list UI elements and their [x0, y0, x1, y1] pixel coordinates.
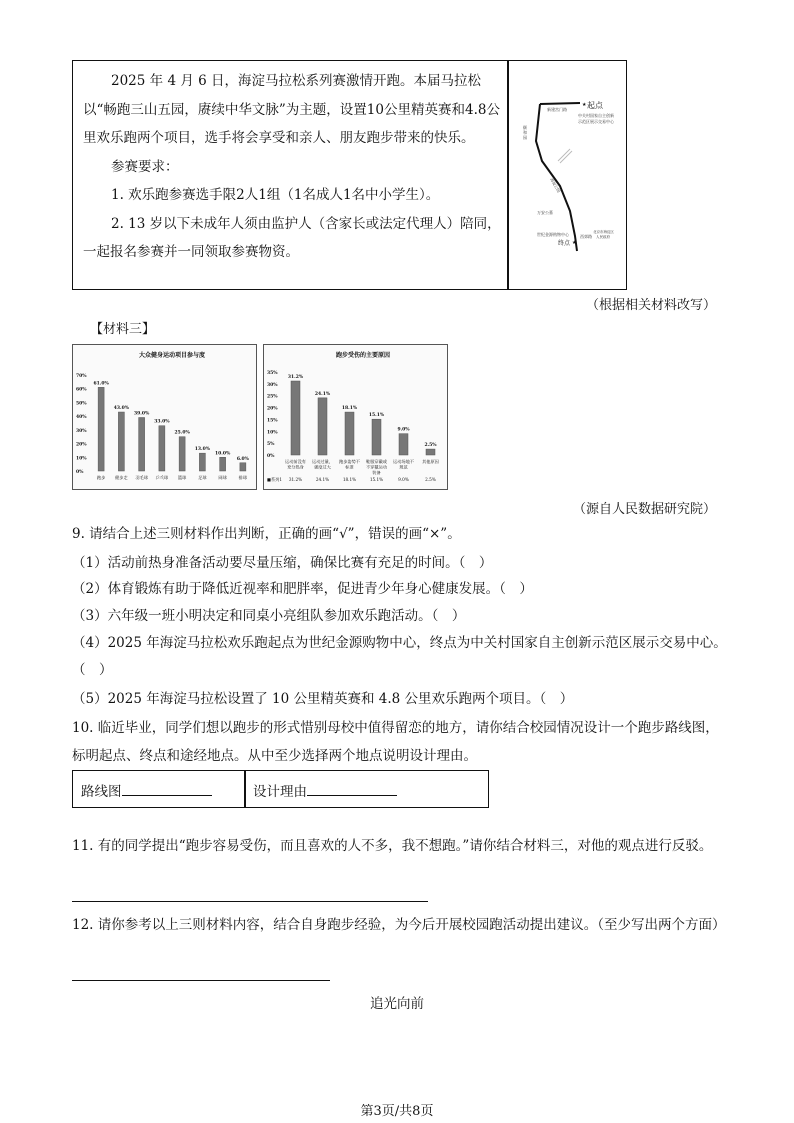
svg-text:15.1%: 15.1% [369, 477, 384, 482]
question-9-item-5: （5）2025 年海淀马拉松设置了 10 公里精英赛和 4.8 公里欢乐跑两个项目。（ ） [72, 691, 574, 707]
svg-text:北京市海淀区: 北京市海淀区 [593, 230, 614, 234]
chart-title: 大众健身运动项目参与度 [138, 352, 206, 359]
svg-text:健步走: 健步走 [115, 475, 128, 480]
svg-text:30%: 30% [76, 428, 87, 434]
section-title: 追光向前 [370, 996, 424, 1012]
svg-text:人民政府: 人民政府 [596, 235, 610, 239]
svg-text:5%: 5% [267, 442, 275, 448]
svg-text:乒乓球: 乒乓球 [155, 475, 169, 480]
svg-text:装备: 装备 [372, 470, 381, 475]
question-9-item-1: （1）活动前热身准备活动要尽量压缩，确保比赛有充足的时间。（ ） [72, 555, 493, 571]
chart-bar [372, 419, 381, 455]
svg-text:运动场地不: 运动场地不 [393, 459, 414, 464]
svg-text:10.0%: 10.0% [215, 451, 231, 457]
table-divider [244, 771, 246, 807]
svg-text:33.0%: 33.0% [154, 419, 170, 425]
svg-text:规范: 规范 [399, 464, 408, 470]
chart-bar [220, 457, 226, 471]
chart-bar [118, 412, 124, 471]
svg-text:13.0%: 13.0% [194, 447, 210, 453]
svg-text:2.5%: 2.5% [425, 477, 436, 482]
svg-text:24.1%: 24.1% [315, 477, 330, 482]
material-three-source: （源自人民数据研究院） [572, 502, 716, 517]
svg-text:6.0%: 6.0% [236, 456, 249, 462]
svg-text:0%: 0% [76, 470, 84, 475]
intro-paragraph: 2025 年 4 月 6 日，海淀马拉松系列赛激情开跑。本届马拉松以“畅跑三山五园，赓续中华文脉”为主题，设置10公里精英赛和4.8公里欢乐跑两个项目，选手将会享受和亲人、朋友跑步带来的快乐。 [83, 73, 500, 146]
svg-text:■系列1: ■系列1 [267, 477, 282, 482]
chart-title: 跑步受伤的主要原因 [335, 352, 391, 359]
svg-text:颐: 颐 [523, 125, 527, 130]
svg-text:20%: 20% [267, 406, 278, 412]
svg-text:篮球: 篮球 [177, 475, 187, 480]
material-two-text [83, 67, 503, 267]
chart-bar [345, 412, 354, 455]
svg-text:跑步: 跑步 [96, 475, 106, 480]
chart-bar [98, 387, 104, 471]
chart-bar [139, 418, 145, 471]
svg-text:31.2%: 31.2% [288, 477, 303, 482]
svg-text:18.1%: 18.1% [342, 477, 357, 482]
svg-text:9.0%: 9.0% [397, 427, 410, 433]
svg-text:运动过量，: 运动过量， [312, 459, 333, 464]
svg-text:9.0%: 9.0% [398, 477, 409, 482]
svg-text:24.1%: 24.1% [314, 391, 331, 397]
route-map-blank[interactable] [122, 781, 212, 796]
chart-running-injury-causes [263, 344, 448, 490]
question-11-answer-line[interactable] [72, 901, 428, 902]
question-9-stem: 9. 请结合上述三则材料作出判断，正确的画“√”，错误的画“×”。 [72, 526, 461, 542]
svg-text:跑步姿势不: 跑步姿势不 [339, 459, 360, 464]
svg-text:50%: 50% [76, 401, 87, 407]
svg-text:其他原因: 其他原因 [422, 459, 439, 464]
material-two-box [72, 60, 627, 290]
svg-text:新建宫门路: 新建宫门路 [547, 107, 567, 112]
svg-text:0%: 0% [267, 454, 275, 459]
svg-text:10%: 10% [76, 456, 87, 462]
design-reason-label: 设计理由 [253, 784, 307, 800]
svg-text:排球: 排球 [238, 475, 248, 480]
svg-text:万安公墓: 万安公墓 [537, 210, 553, 215]
question-9-item-2: （2）体育锻炼有助于降低近视率和肥胖率，促进青少年身心健康发展。（ ） [72, 581, 533, 597]
svg-text:标准: 标准 [345, 464, 354, 470]
svg-text:25%: 25% [267, 394, 278, 400]
svg-text:15%: 15% [267, 418, 278, 424]
requirement-1: 1. 欢乐跑参赛选手限2人1组（1名成人1名中小学生）。 [111, 187, 440, 203]
question-12-answer-line[interactable] [72, 980, 330, 981]
svg-text:世纪金源购物中心: 世纪金源购物中心 [537, 232, 569, 237]
svg-text:网球: 网球 [218, 475, 227, 480]
svg-text:60%: 60% [76, 387, 87, 393]
svg-text:31.2%: 31.2% [287, 375, 304, 381]
svg-text:海淀公园: 海淀公园 [549, 177, 562, 194]
question-12-stem: 12. 请你参考以上三则材料内容，结合自身跑步经验，为今后开展校园跑活动提出建议。（至少写出两个方面） [72, 917, 726, 933]
start-label: 起点 [587, 101, 603, 110]
question-9-item-4: （4）2025 年海淀马拉松欢乐跑起点为世纪金源购物中心，终点为中关村国家自主创新示范区展示交易中心。（ ） [72, 635, 727, 678]
svg-text:10%: 10% [267, 430, 278, 436]
svg-text:鞋服穿戴或: 鞋服穿戴或 [366, 459, 387, 464]
svg-text:西郊路: 西郊路 [580, 234, 592, 239]
chart-bar [426, 449, 435, 455]
chart-bar [159, 426, 165, 471]
question-9-item-3: （3）六年级一班小明决定和同桌小亮组队参加欢乐跑活动。（ ） [72, 608, 466, 624]
svg-text:35%: 35% [267, 371, 278, 376]
svg-text:园: 园 [523, 135, 527, 140]
svg-text:示范区展示交易中心: 示范区展示交易中心 [578, 119, 614, 124]
svg-text:15.1%: 15.1% [368, 413, 385, 419]
svg-text:43.0%: 43.0% [113, 406, 129, 412]
chart-bar [179, 437, 185, 471]
route-map-field[interactable] [81, 780, 212, 800]
svg-text:足球: 足球 [198, 475, 207, 480]
svg-text:★: ★ [582, 102, 587, 108]
svg-text:30%: 30% [267, 382, 278, 388]
svg-text:39.0%: 39.0% [134, 411, 150, 417]
svg-text:2.5%: 2.5% [424, 443, 437, 449]
svg-text:强度过大: 强度过大 [314, 464, 331, 470]
svg-text:20%: 20% [76, 442, 87, 448]
svg-text:充分热身: 充分热身 [287, 464, 304, 470]
svg-text:18.1%: 18.1% [341, 406, 358, 412]
chart-bar [199, 453, 205, 471]
chart-bar [399, 434, 408, 455]
material-three-label: 【材料三】 [90, 322, 156, 337]
question-11-stem: 11. 有的同学提出“跑步容易受伤，而且喜欢的人不多，我不想跑。”请你结合材料三，对他的观点进行反驳。 [72, 838, 713, 854]
design-reason-blank[interactable] [307, 781, 397, 796]
chart-bar [240, 463, 246, 471]
svg-text:不穿戴运动: 不穿戴运动 [366, 464, 387, 470]
route-answer-table [72, 770, 489, 808]
requirements-heading: 参赛要求： [111, 158, 179, 175]
material-two-source: （根据相关材料改写） [585, 298, 716, 313]
svg-text:40%: 40% [76, 415, 87, 421]
question-10-stem: 10. 临近毕业，同学们想以跑步的形式惜别母校中值得留恋的地方，请你结合校园情况设计一个跑步路线图，标明起点、终点和途经地点。从中至少选择两个地点说明设计理由。 [72, 720, 719, 764]
svg-text:运动前没有: 运动前没有 [285, 459, 306, 464]
chart-bar [318, 398, 327, 455]
svg-text:70%: 70% [76, 374, 87, 379]
svg-text:和: 和 [523, 130, 527, 135]
svg-text:中关村国家自主创新: 中关村国家自主创新 [578, 113, 614, 118]
design-reason-field[interactable] [253, 780, 397, 800]
svg-text:羽毛球: 羽毛球 [135, 475, 148, 480]
svg-text:25.0%: 25.0% [174, 430, 190, 436]
page-number: 第3页/共8页 [360, 1104, 434, 1119]
chart-fitness-participation [72, 344, 257, 490]
chart-bar [291, 381, 300, 455]
svg-text:61.0%: 61.0% [93, 381, 109, 387]
route-map-label: 路线图 [81, 784, 122, 800]
svg-text:★: ★ [572, 240, 577, 246]
end-label: 终点 [558, 240, 571, 247]
box-divider [507, 61, 509, 289]
route-map [510, 61, 627, 289]
requirement-2: 2. 13 岁以下未成年人须由监护人（含家长或法定代理人）陪同，一起报名参赛并一同领取参赛物资。 [83, 215, 501, 260]
